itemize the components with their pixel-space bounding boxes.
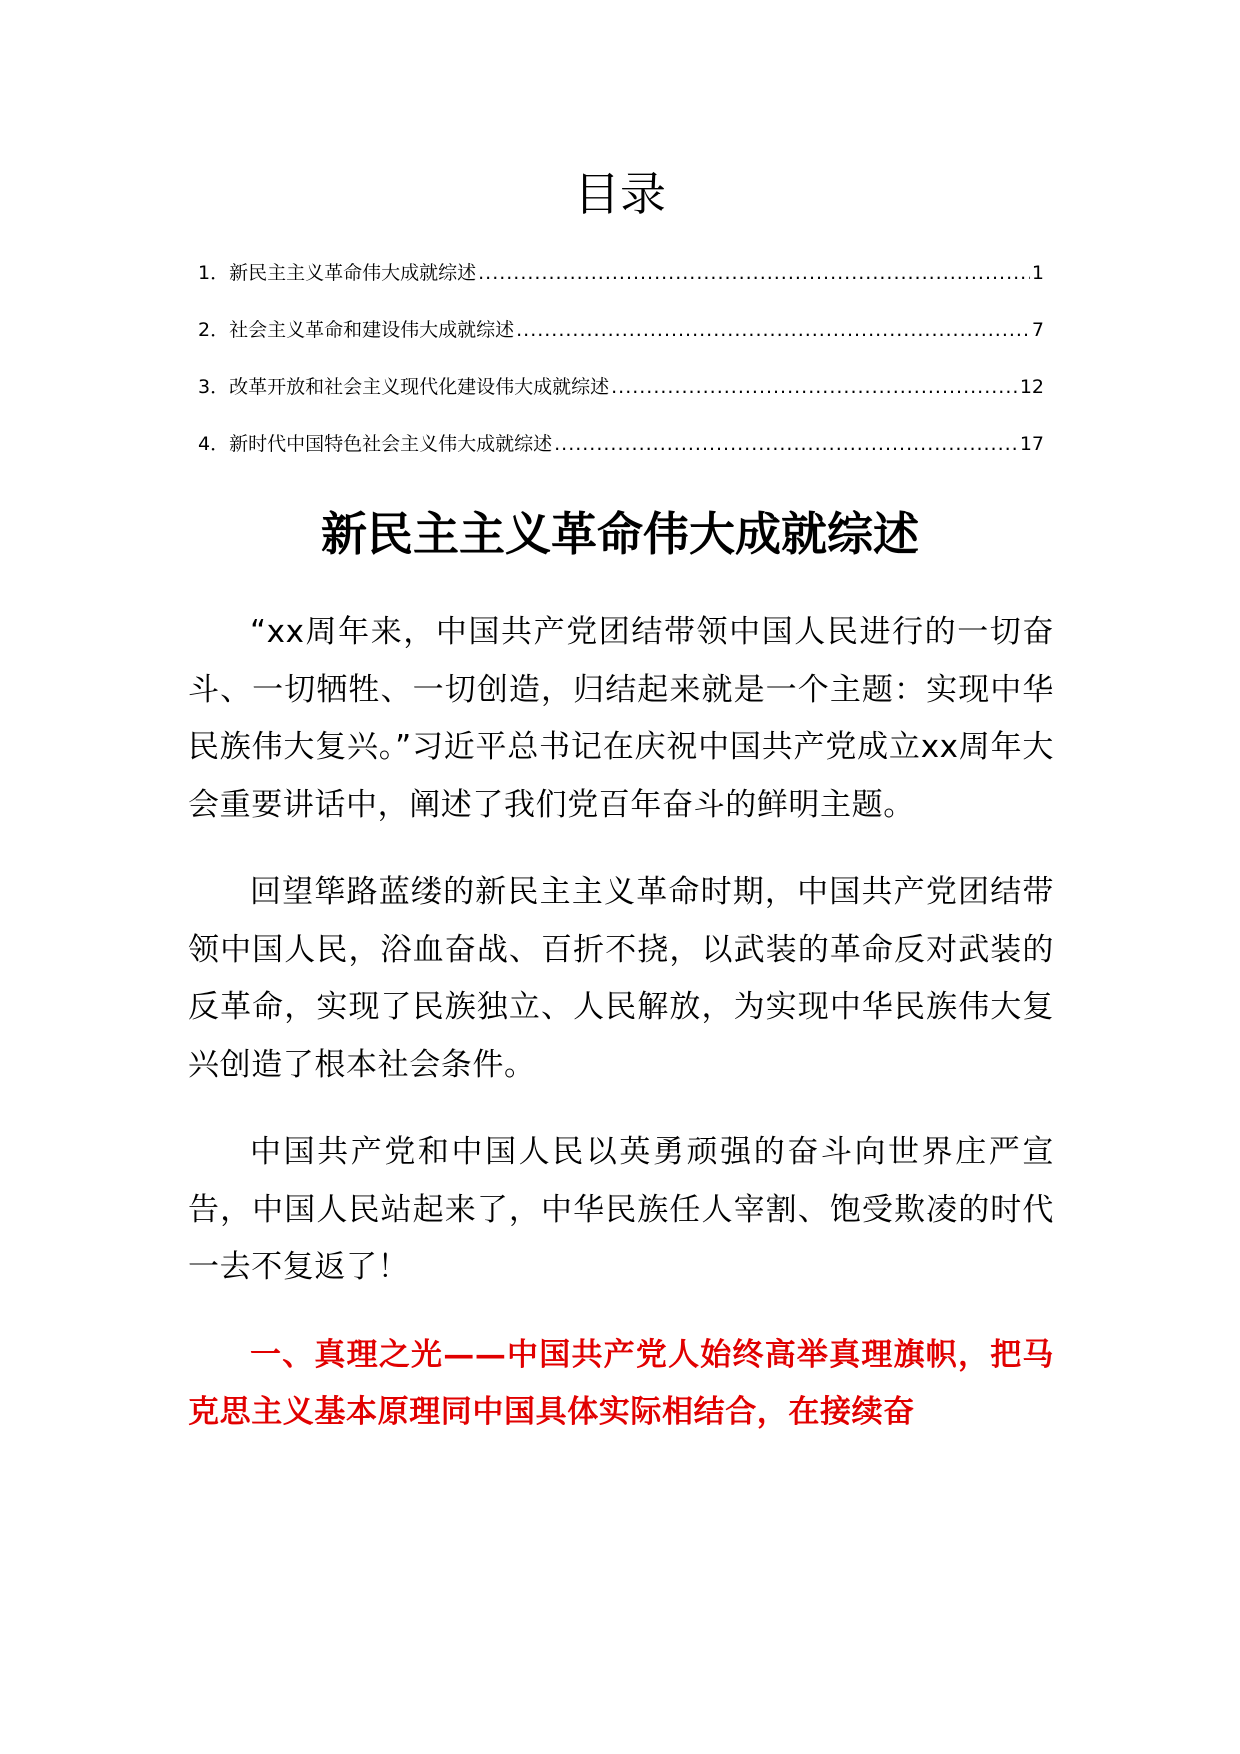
body-paragraph: “xx周年来，中国共产党团结带领中国人民进行的一切奋斗、一切牺牲、一切创造，归结起来就是一个主题：实现中华民族伟大复兴。”习近平总书记在庆祝中国共产党成立xx周年大会重要讲话中，阐述了我们党百年奋斗的鲜明主题。	[188, 614, 1054, 823]
toc-entry-number: 4．	[198, 433, 230, 455]
toc-entry[interactable]	[198, 258, 1044, 315]
toc-dot-leader	[478, 258, 1030, 288]
toc-dot-leader	[516, 315, 1030, 345]
body-paragraph: 中国共产党和中国人民以英勇顽强的奋斗向世界庄严宣告，中国人民站起来了，中华民族任人宰割、饱受欺凌的时代一去不复返了！	[188, 1134, 1054, 1285]
toc-entry-title: 改革开放和社会主义现代化建设伟大成就综述	[229, 376, 610, 398]
toc-dot-leader	[611, 372, 1018, 402]
toc-entry[interactable]	[198, 429, 1044, 486]
table-of-contents	[198, 258, 1044, 486]
toc-entry-number: 1．	[198, 262, 230, 284]
toc-title: 目录	[574, 167, 666, 221]
toc-entry-page: 17	[1019, 433, 1044, 455]
toc-entry-page: 1	[1031, 262, 1044, 284]
toc-entry-number: 2．	[198, 319, 230, 341]
toc-entry-page: 12	[1019, 376, 1044, 398]
toc-entry-number: 3．	[198, 376, 230, 398]
toc-entry-title: 新民主主义革命伟大成就综述	[229, 262, 477, 284]
toc-entry-page: 7	[1031, 319, 1044, 341]
article-heading: 新民主主义革命伟大成就综述	[321, 507, 919, 561]
toc-entry-title: 新时代中国特色社会主义伟大成就综述	[229, 433, 553, 455]
toc-dot-leader	[554, 429, 1018, 459]
body-paragraph: 回望筚路蓝缕的新民主主义革命时期，中国共产党团结带领中国人民，浴血奋战、百折不挠，以武装的革命反对武装的反革命，实现了民族独立、人民解放，为实现中华民族伟大复兴创造了根本社会条件。	[188, 874, 1054, 1083]
section-heading: 一、真理之光——中国共产党人始终高举真理旗帜，把马克思主义基本原理同中国具体实际相结合，在接续奋	[188, 1336, 1054, 1430]
toc-entry[interactable]	[198, 315, 1044, 372]
article-body	[188, 604, 1054, 1472]
toc-entry-title: 社会主义革命和建设伟大成就综述	[229, 319, 515, 341]
toc-entry[interactable]	[198, 372, 1044, 429]
